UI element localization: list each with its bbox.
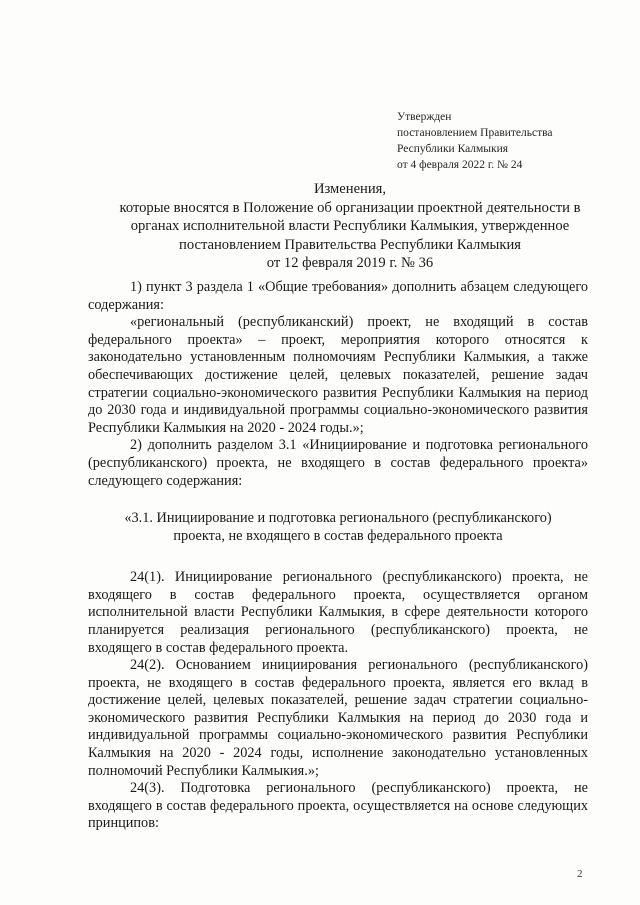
approved-line: Утвержден <box>397 111 452 123</box>
paragraph-24-2: 24(2). Основанием инициирования регионального (республиканского) проекта, не входящего в состав федерального проекта, является его вклад в достижение целей, целевых показателей, решение задач стратегии социально-экономического развития Республики Калмыкия на период до 2030 года и индивидуальной программы социально-экономического развития Республики Калмыкия на 2020 - 2024 годы, исполнение законодательно установленных полномочий Республики Калмыкия.»; <box>88 657 588 779</box>
document-title <box>90 180 610 273</box>
paragraph-24-1: 24(1). Инициирование регионального (республиканского) проекта, не входящего в состав федерального проекта, осуществляется органом исполнительной власти Республики Калмыкия, в сфере деятельности которого планируется реализация регионального (республиканского) проекта, не входящего в состав федерального проекта. <box>88 569 588 656</box>
paragraph-quoted-definition: «региональный (республиканский) проект, не входящий в состав федерального проекта» – проект, мероприятия которого относятся к законодательно установленным полномочиям Республики Калмыкия, а также обеспечивающих достижение целей, целевых показателей, решение задач стратегии социально-экономического развития Республики Калмыкия на период до 2030 года и индивидуальной программы социально-экономического развития Республики Калмыкия на 2020 - 2024 годы.»; <box>88 314 588 436</box>
paragraph-item-1: 1) пункт 3 раздела 1 «Общие требования» дополнить абзацем следующего содержания: <box>88 279 588 313</box>
approved-line: Республики Калмыкия <box>397 143 509 155</box>
title-line: которые вносятся в Положение об организации проектной деятельности в <box>119 199 581 216</box>
title-line: органах исполнительной власти Республики Калмыкия, утвержденное <box>130 218 570 234</box>
section-title-line: проекта, не входящего в состав федерального проекта <box>173 528 503 545</box>
approved-line: от 4 февраля 2022 г. № 24 <box>397 159 523 171</box>
page-number: 2 <box>577 868 583 880</box>
title-line: от 12 февраля 2019 г. № 36 <box>266 255 434 271</box>
paragraph-24-3: 24(3). Подготовка регионального (республиканского) проекта, не входящего в состав федерального проекта, осуществляется на основе следующих принципов: <box>88 780 588 832</box>
title-line: постановлением Правительства Республики Калмыкия <box>179 236 521 253</box>
section-title <box>88 509 588 545</box>
title-line: Изменения, <box>313 181 387 197</box>
document-body <box>88 279 588 833</box>
approved-line: постановлением Правительства <box>397 127 553 139</box>
section-title-line: «3.1. Инициирование и подготовка регионального (республиканского) <box>124 510 552 527</box>
paragraph-item-2: 2) дополнить разделом 3.1 «Инициирование и подготовка регионального (республиканского) проекта, не входящего в состав федерального проекта» следующего содержания: <box>88 437 588 489</box>
approval-stamp <box>397 109 627 173</box>
